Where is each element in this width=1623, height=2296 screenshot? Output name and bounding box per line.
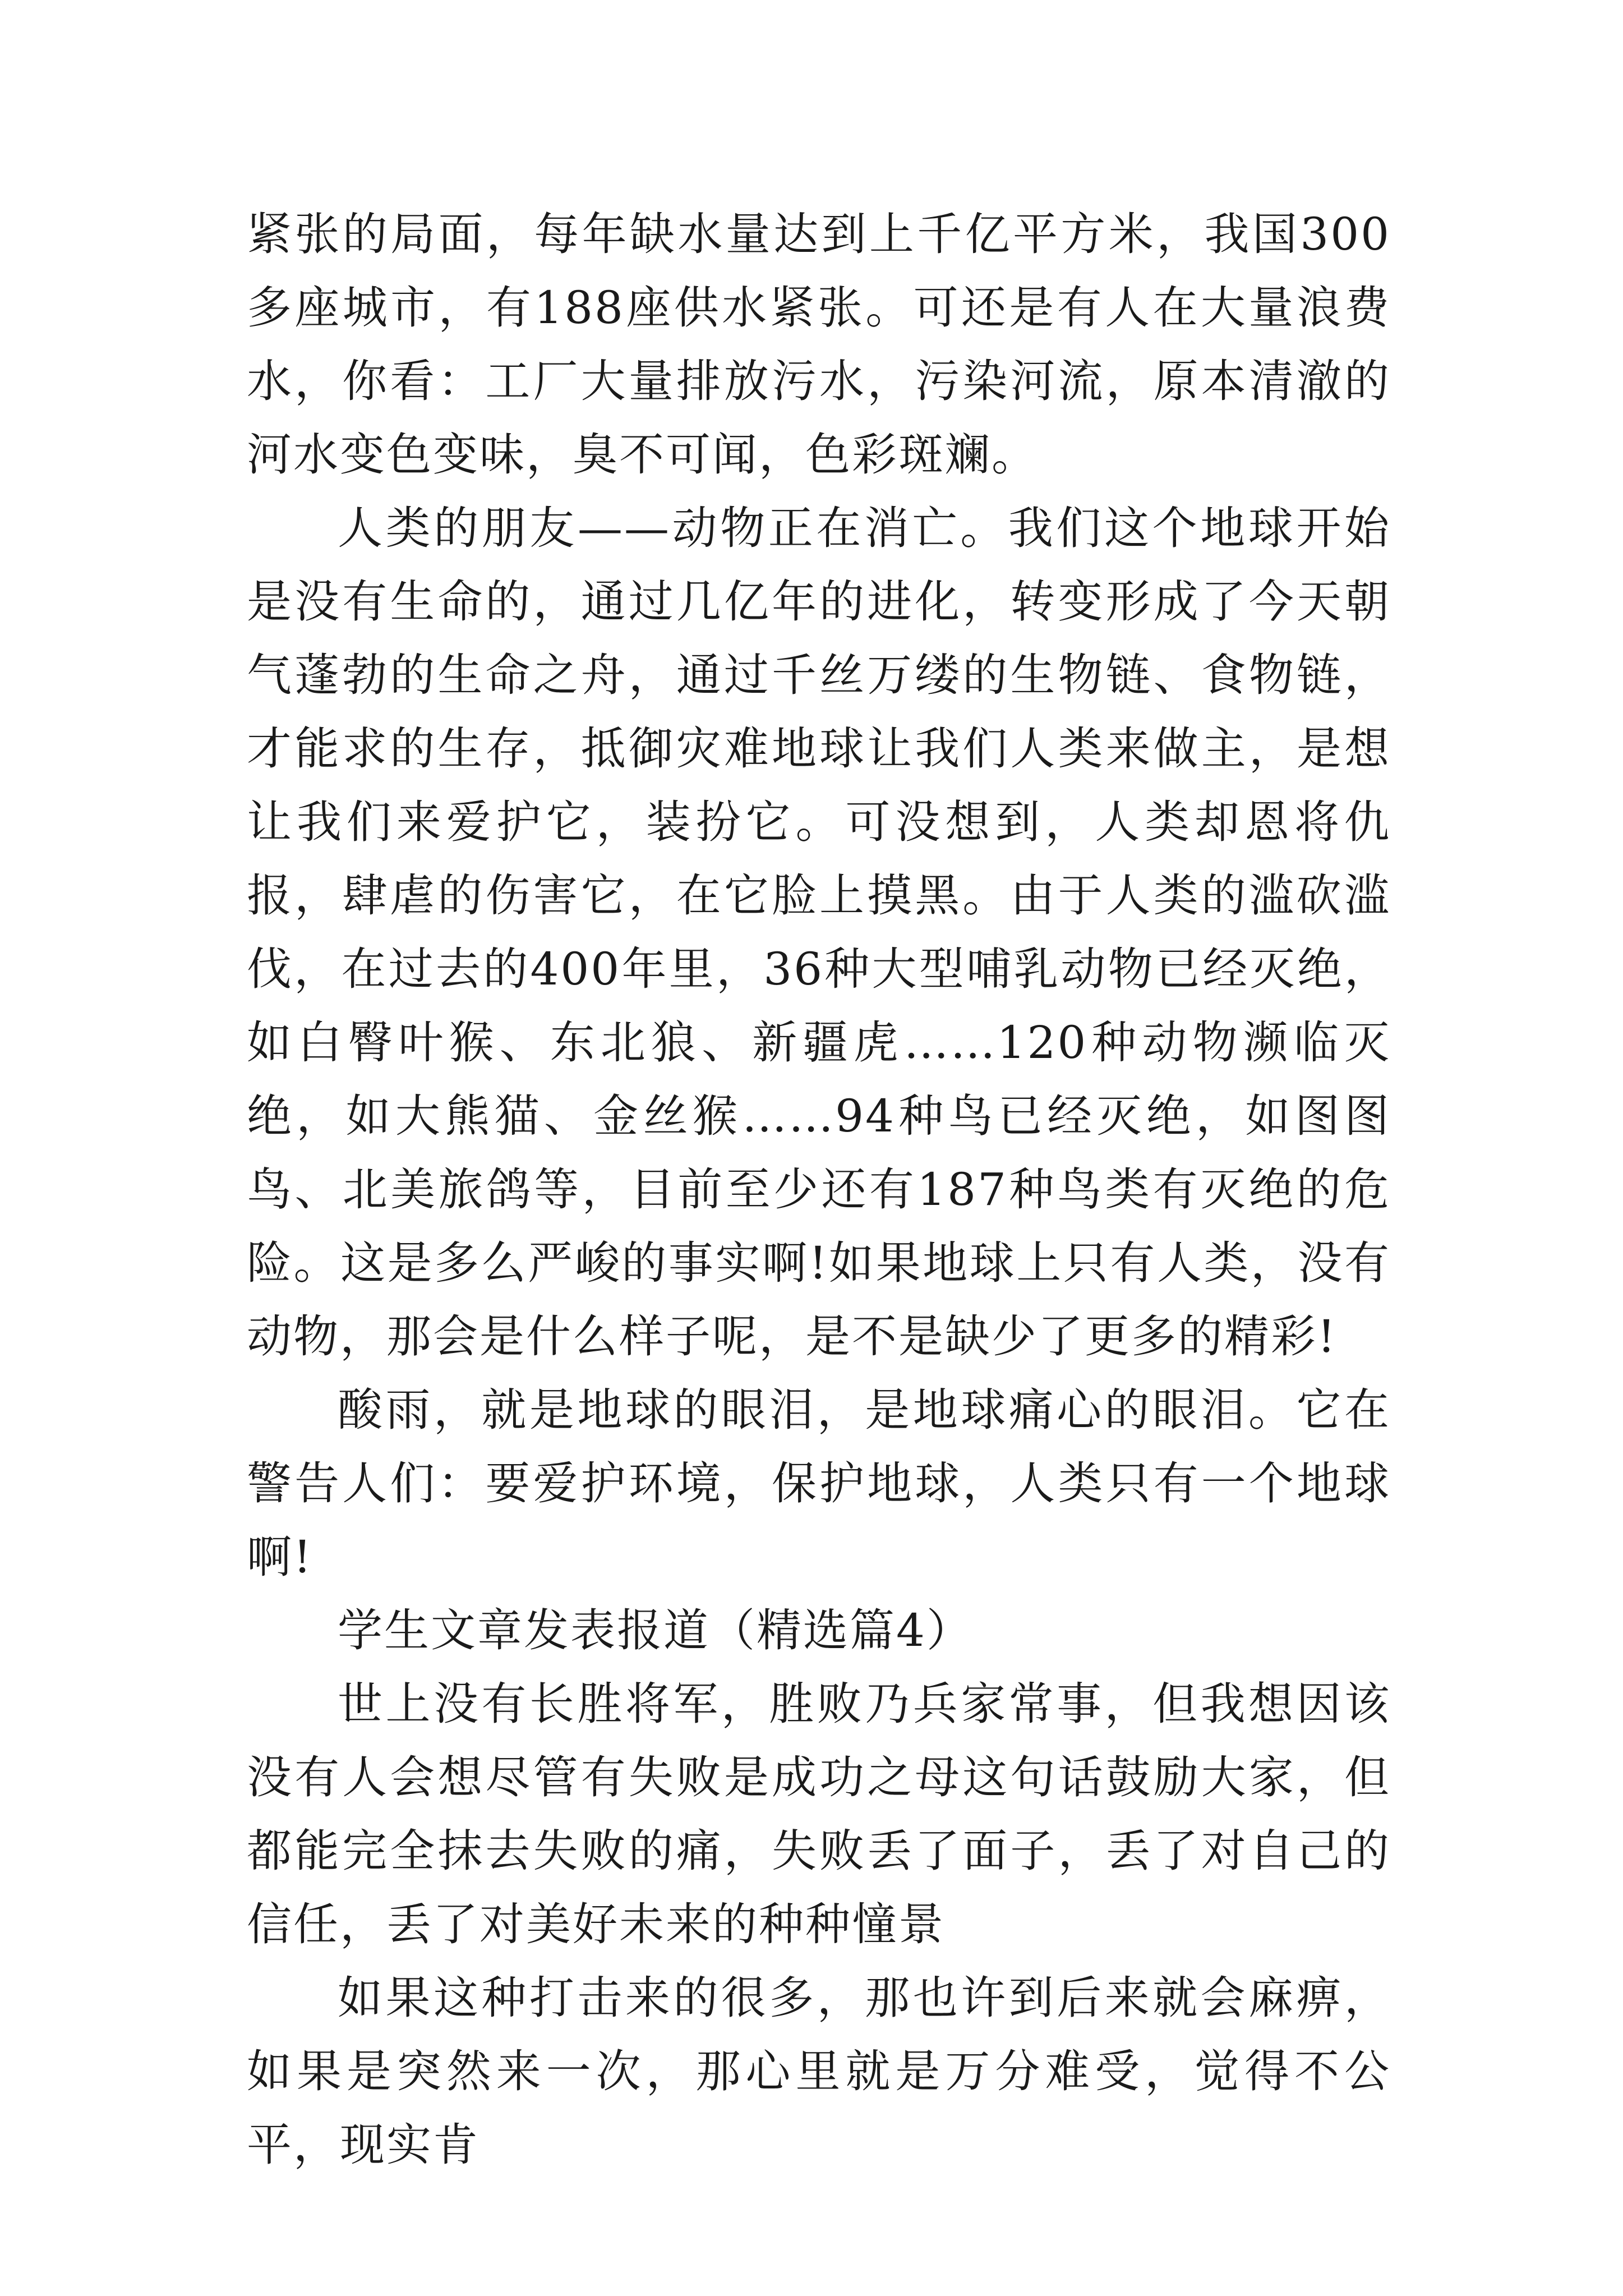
paragraph-1: 紧张的局面，每年缺水量达到上千亿平方米，我国300多座城市，有188座供水紧张。可还是有人在大量浪费水，你看：工厂大量排放污水，污染河流，原本清澈的河水变色变味，臭不可闻，色彩斑斓。: [247, 208, 1391, 481]
section-heading: 学生文章发表报道（精选篇4）: [338, 1604, 973, 1657]
paragraph-4: 世上没有长胜将军，胜败乃兵家常事，但我想因该没有人会想尽管有失败是成功之母这句话鼓励大家，但都能完全抹去失败的痛，失败丢了面子，丢了对自己的信任，丢了对美好未来的种种憧景: [247, 1678, 1391, 1950]
paragraph-3: 酸雨，就是地球的眼泪，是地球痛心的眼泪。它在警告人们：要爱护环境，保护地球，人类只有一个地球啊!: [247, 1384, 1391, 1583]
paragraph-5: 如果这种打击来的很多，那也许到后来就会麻痹，如果是突然来一次，那心里就是万分难受，觉得不公平，现实肯: [247, 1972, 1391, 2171]
paragraph-2: 人类的朋友——动物正在消亡。我们这个地球开始是没有生命的，通过几亿年的进化，转变形成了今天朝气蓬勃的生命之舟，通过千丝万缕的生物链、食物链，才能求的生存，抵御灾难地球让我们人类来做主，是想让我们来爱护它，装扮它。可没想到，人类却恩将仇报，肆虐的伤害它，在它脸上摸黑。由于人类的滥砍滥伐，在过去的400年里，36种大型哺乳动物已经灭绝，如白臀叶猴、东北狼、新疆虎……120种动物濒临灭绝，如大熊猫、金丝猴……94种鸟已经灭绝，如图图鸟、北美旅鸽等，目前至少还有187种鸟类有灭绝的危险。这是多么严峻的事实啊!如果地球上只有人类，没有动物，那会是什么样子呢，是不是缺少了更多的精彩!: [247, 502, 1391, 1363]
document-body: [247, 197, 1391, 2182]
